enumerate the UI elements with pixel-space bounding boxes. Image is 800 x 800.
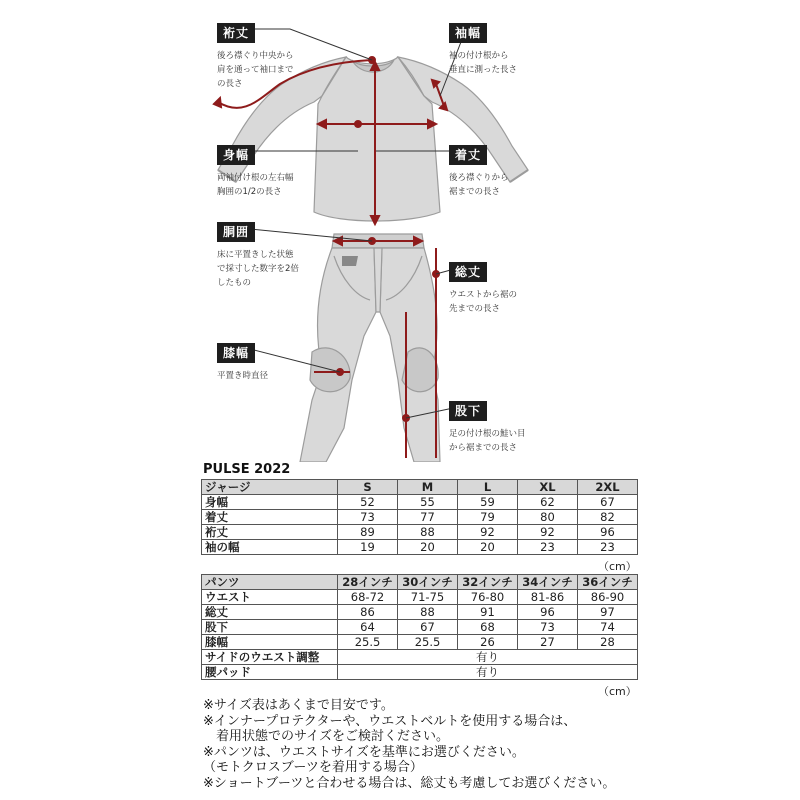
cell: 79 [458, 510, 518, 525]
table-row [202, 620, 638, 635]
cell: 67 [398, 620, 458, 635]
jersey-header-size: 2XL [578, 480, 638, 495]
notes [203, 698, 615, 791]
cell: 86 [338, 605, 398, 620]
cell: 91 [458, 605, 518, 620]
brand-title: PULSE 2022 [203, 462, 291, 477]
mihaba-desc: 両袖付け根の左右幅 胸囲の1/2の長さ [217, 173, 294, 197]
cell: 92 [458, 525, 518, 540]
table-row [202, 635, 638, 650]
cell: 64 [338, 620, 398, 635]
row-label: 腰パッド [202, 665, 338, 680]
pants-header-size: 34インチ [518, 575, 578, 590]
kitake-desc: 後ろ襟ぐりから 裾までの長さ [449, 173, 509, 197]
row-label: 身幅 [202, 495, 338, 510]
cell: 92 [518, 525, 578, 540]
cell: 59 [458, 495, 518, 510]
jersey-header-size: M [398, 480, 458, 495]
callout-hizahaba [217, 342, 268, 383]
unit-label-jersey: （cm） [598, 560, 637, 573]
note-line: ※サイズ表はあくまで目安です。 [203, 698, 394, 713]
callout-mihaba [217, 144, 294, 199]
cell: 89 [338, 525, 398, 540]
cell: 26 [458, 635, 518, 650]
pants-size-table [201, 574, 638, 680]
row-label: 股下 [202, 620, 338, 635]
table-row [202, 665, 638, 680]
note-line: 着用状態でのサイズをご検討ください。 [203, 729, 449, 744]
soutake-desc: ウエストから裾の 先までの長さ [449, 290, 518, 314]
callout-kitake [449, 144, 509, 199]
jersey-header-label: ジャージ [202, 480, 338, 495]
hizahaba-desc: 平置き時直径 [217, 371, 269, 381]
sodehaba-label: 袖幅 [449, 23, 487, 43]
cell: 67 [578, 495, 638, 510]
cell: 23 [518, 540, 578, 555]
row-label: 袖の幅 [202, 540, 338, 555]
cell: 86-90 [578, 590, 638, 605]
cell: 76-80 [458, 590, 518, 605]
cell: 74 [578, 620, 638, 635]
mihaba-label: 身幅 [217, 145, 255, 165]
callout-matashita [449, 400, 526, 455]
row-label: サイドのウエスト調整 [202, 650, 338, 665]
kitake-label: 着丈 [449, 145, 487, 165]
note-line: ※パンツは、ウエストサイズを基準にお選びください。 [203, 744, 525, 760]
callout-yuki [217, 22, 294, 91]
table-row [202, 495, 638, 510]
cell: 20 [398, 540, 458, 555]
cell: 77 [398, 510, 458, 525]
pants-header-size: 32インチ [458, 575, 518, 590]
cell: 81-86 [518, 590, 578, 605]
table-row [202, 650, 638, 665]
cell: 68-72 [338, 590, 398, 605]
yuki-desc: 後ろ襟ぐり中央から 肩を通って袖口まで の長さ [217, 51, 294, 89]
pants-header-row [202, 575, 638, 590]
cell: 27 [518, 635, 578, 650]
pants-header-size: 30インチ [398, 575, 458, 590]
jersey-header-size: S [338, 480, 398, 495]
soutake-label: 総丈 [449, 262, 487, 282]
table-row [202, 590, 638, 605]
cell: 28 [578, 635, 638, 650]
note-line: ※インナープロテクターや、ウエストベルトを使用する場合は、 [203, 713, 577, 729]
cell: 96 [578, 525, 638, 540]
cell: 88 [398, 525, 458, 540]
unit-label-pants: （cm） [598, 685, 637, 698]
table-row [202, 525, 638, 540]
callout-sodehaba [449, 22, 517, 77]
cell: 88 [398, 605, 458, 620]
doui-label: 胴囲 [217, 222, 255, 242]
note-line: （モトクロスブーツを着用する場合） [203, 760, 423, 775]
cell: 23 [578, 540, 638, 555]
cell: 80 [518, 510, 578, 525]
pants-header-size: 28インチ [338, 575, 398, 590]
hizahaba-label: 膝幅 [217, 343, 255, 363]
jersey-size-table [201, 479, 638, 555]
sodehaba-desc: 袖の付け根から 垂直に測った長さ [449, 51, 518, 75]
cell: 25.5 [398, 635, 458, 650]
row-label: 裄丈 [202, 525, 338, 540]
table-row [202, 510, 638, 525]
yuki-label: 裄丈 [217, 23, 255, 43]
jersey-header-row [202, 480, 638, 495]
table-row [202, 540, 638, 555]
pants-illustration [300, 234, 440, 462]
pants-header-size: 36インチ [578, 575, 638, 590]
cell: 97 [578, 605, 638, 620]
cell: 73 [338, 510, 398, 525]
cell: 68 [458, 620, 518, 635]
callout-doui [217, 221, 299, 290]
cell: 73 [518, 620, 578, 635]
callout-soutake [449, 261, 517, 316]
cell: 96 [518, 605, 578, 620]
cell: 82 [578, 510, 638, 525]
cell: 62 [518, 495, 578, 510]
cell: 52 [338, 495, 398, 510]
cell-merged: 有り [338, 650, 638, 665]
cell: 71-75 [398, 590, 458, 605]
pants-header-label: パンツ [202, 575, 338, 590]
row-label: 着丈 [202, 510, 338, 525]
table-row [202, 605, 638, 620]
matashita-label: 股下 [449, 401, 487, 421]
jersey-header-size: L [458, 480, 518, 495]
cell: 55 [398, 495, 458, 510]
row-label: 総丈 [202, 605, 338, 620]
row-label: ウエスト [202, 590, 338, 605]
note-line: ※ショートブーツと合わせる場合は、総丈も考慮してお選びください。 [203, 775, 616, 791]
row-label: 膝幅 [202, 635, 338, 650]
cell: 25.5 [338, 635, 398, 650]
matashita-desc: 足の付け根の鮭い目 から裾までの長さ [449, 429, 526, 453]
cell-merged: 有り [338, 665, 638, 680]
doui-desc: 床に平置きした状態 で採寸した数字を2倍 したもの [217, 250, 299, 288]
cell: 20 [458, 540, 518, 555]
jersey-header-size: XL [518, 480, 578, 495]
cell: 19 [338, 540, 398, 555]
